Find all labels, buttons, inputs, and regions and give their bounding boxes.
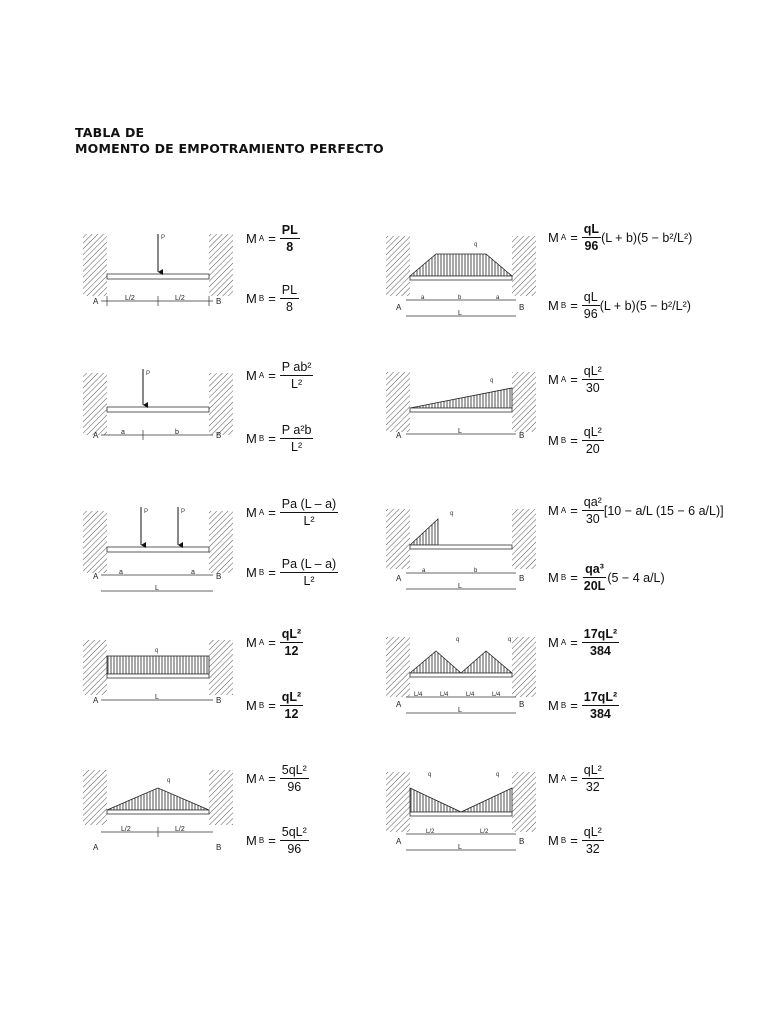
svg-text:B: B xyxy=(216,572,222,581)
formula-ma-8: M A = $\frac{\text{17qL²}}{384}$ xyxy=(548,627,618,658)
formula-mb-4: M B = $\frac{\text{qL²}}{20}$ xyxy=(548,425,602,456)
svg-text:q: q xyxy=(456,637,460,643)
formula-ma-9: M A = $\frac{\text{5qL²}}{96}$ xyxy=(246,763,307,794)
svg-text:L/4: L/4 xyxy=(414,692,423,698)
formula-ma-6: M A = $\frac{\text{qa²}}{30}$ [10 − a/L (15 − 6 a/L)] xyxy=(548,495,724,526)
svg-text:q: q xyxy=(450,511,454,517)
beam-diagram-partial-triangular-load xyxy=(386,505,536,590)
svg-text:A: A xyxy=(93,696,99,705)
svg-text:B: B xyxy=(519,700,525,709)
svg-text:L: L xyxy=(458,583,462,590)
svg-text:L: L xyxy=(458,844,462,851)
svg-text:P: P xyxy=(144,509,149,515)
beam-diagram-end-triangular-loads xyxy=(386,768,536,851)
svg-text:a: a xyxy=(421,295,425,301)
title-line-2: MOMENTO DE EMPOTRAMIENTO PERFECTO xyxy=(75,141,384,156)
svg-text:a: a xyxy=(191,569,195,576)
svg-text:B: B xyxy=(519,837,525,846)
formula-ma-5: M A = $\frac{Pa (L - a)}{\text{L²}}$ xyxy=(246,497,337,528)
svg-text:A: A xyxy=(93,572,99,581)
svg-text:q: q xyxy=(428,772,432,778)
svg-text:L/4: L/4 xyxy=(440,692,449,698)
svg-text:q: q xyxy=(155,648,159,654)
svg-text:A: A xyxy=(396,431,402,440)
formula-ma-3: M A = $\frac{\text{P ab²}}{\text{L²}}$ xyxy=(246,360,312,391)
svg-text:A: A xyxy=(396,574,402,583)
formula-mb-10: M B = $\frac{\text{qL²}}{32}$ xyxy=(548,825,602,856)
support-b-label: B xyxy=(216,297,222,306)
svg-text:a: a xyxy=(496,295,500,301)
beam-diagram-triangular-load xyxy=(386,368,536,446)
span-label: L/2 xyxy=(175,295,185,302)
svg-text:L: L xyxy=(458,428,462,435)
svg-text:q: q xyxy=(508,637,512,643)
beam-diagram-trapezoidal-load xyxy=(386,232,536,317)
svg-text:b: b xyxy=(458,295,462,301)
formula-mb-8: M B = $\frac{\text{17qL²}}{384}$ xyxy=(548,690,618,721)
beam-diagram-center-load xyxy=(83,226,233,304)
svg-text:B: B xyxy=(519,431,525,440)
svg-text:b: b xyxy=(474,568,478,574)
formula-mb-7: M B = $\frac{\text{qL²}}{12}$ xyxy=(246,690,302,721)
formula-mb-9: M B = $\frac{\text{5qL²}}{96}$ xyxy=(246,825,307,856)
svg-text:A: A xyxy=(396,837,402,846)
formula-ma-1: M A = $\frac{PL}{8}$ xyxy=(246,223,298,254)
svg-text:a: a xyxy=(422,568,426,574)
svg-text:L/2: L/2 xyxy=(121,826,131,833)
title-line-1: TABLA DE xyxy=(75,125,145,140)
svg-text:a: a xyxy=(119,569,123,576)
svg-text:L: L xyxy=(155,694,159,701)
svg-text:L/2: L/2 xyxy=(480,829,489,835)
svg-text:P: P xyxy=(146,371,151,377)
support-a-label: A xyxy=(93,297,99,306)
formula-ma-10: M A = $\frac{\text{qL²}}{32}$ xyxy=(548,763,602,794)
svg-text:A: A xyxy=(396,303,402,312)
formula-mb-1: M B = $\frac{PL}{8}$ xyxy=(246,283,298,314)
svg-text:L: L xyxy=(155,585,159,592)
beam-diagram-central-triangular-load xyxy=(83,770,233,852)
beam-diagram-double-triangular-load xyxy=(386,633,536,714)
svg-text:q: q xyxy=(496,772,500,778)
formula-mb-3: M B = $\frac{\text{P a²b}}{\text{L²}}$ xyxy=(246,423,312,454)
svg-text:A: A xyxy=(396,700,402,709)
svg-text:B: B xyxy=(519,574,525,583)
beam-diagram-eccentric-load xyxy=(83,365,233,443)
svg-text:P: P xyxy=(181,509,186,515)
load-label-q: q xyxy=(474,242,478,248)
load-label-p: P xyxy=(161,235,166,241)
formula-mb-5: M B = $\frac{Pa (L - a)}{\text{L²}}$ xyxy=(246,557,337,588)
svg-text:q: q xyxy=(490,378,494,384)
page-title xyxy=(75,125,384,157)
svg-text:A: A xyxy=(93,431,99,440)
svg-text:L/2: L/2 xyxy=(426,829,435,835)
svg-text:a: a xyxy=(121,429,125,436)
svg-text:B: B xyxy=(519,303,525,312)
beam-diagram-two-point-loads xyxy=(83,503,233,592)
svg-text:q: q xyxy=(167,778,171,784)
svg-text:B: B xyxy=(216,431,222,440)
svg-text:B: B xyxy=(216,843,222,852)
formula-ma-4: M A = $\frac{\text{qL²}}{30}$ xyxy=(548,364,602,395)
svg-text:A: A xyxy=(93,843,99,852)
beam-diagram-uniform-load xyxy=(83,640,233,718)
svg-text:L/4: L/4 xyxy=(466,692,475,698)
formula-mb-2: M B = $\frac{qL}{96}$ (L + b)(5 − b²/L²) xyxy=(548,290,691,321)
svg-text:L/2: L/2 xyxy=(175,826,185,833)
svg-text:B: B xyxy=(216,696,222,705)
svg-text:L: L xyxy=(458,707,462,714)
formula-mb-6: M B = $\frac{\text{qa³}}{20L}$ (5 − 4 a/L) xyxy=(548,562,665,593)
formula-ma-7: M A = $\frac{\text{qL²}}{12}$ xyxy=(246,627,302,658)
svg-text:L/4: L/4 xyxy=(492,692,501,698)
formula-ma-2: M A = $\frac{qL}{96}$ (L + b)(5 − b²/L²) xyxy=(548,222,693,253)
svg-text:b: b xyxy=(175,429,179,436)
svg-text:L: L xyxy=(458,310,462,317)
span-label: L/2 xyxy=(125,295,135,302)
